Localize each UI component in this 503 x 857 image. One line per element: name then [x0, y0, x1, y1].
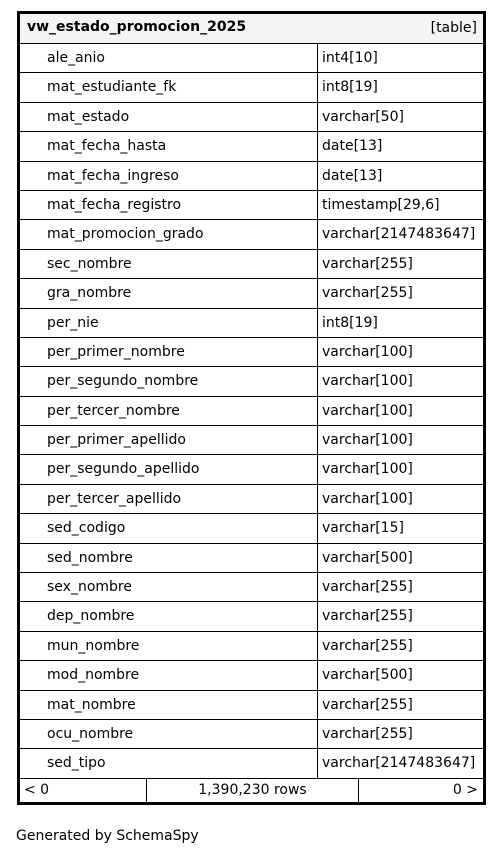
column-name: mat_promocion_grado [20, 220, 318, 248]
column-type: varchar[500] [322, 549, 413, 566]
column-type: varchar[100] [322, 402, 413, 419]
column-type: varchar[100] [322, 490, 413, 507]
column-type: int8[19] [322, 79, 378, 96]
column-row[interactable] [20, 485, 483, 514]
column-row[interactable] [20, 191, 483, 220]
column-name: mat_fecha_hasta [20, 132, 318, 160]
column-name: dep_nombre [20, 602, 318, 630]
column-row[interactable] [20, 720, 483, 749]
child-count: 0 > [452, 781, 478, 798]
column-row[interactable] [20, 250, 483, 279]
column-type: varchar[255] [322, 285, 413, 302]
table-header [20, 14, 483, 44]
column-type: varchar[500] [322, 667, 413, 684]
column-name: mat_estudiante_fk [20, 73, 318, 101]
column-row[interactable] [20, 44, 483, 73]
column-type: date[13] [322, 167, 383, 184]
column-list [20, 44, 483, 779]
column-type: varchar[100] [322, 432, 413, 449]
table-name[interactable]: vw_estado_promocion_2025 [27, 19, 247, 35]
column-type: varchar[2147483647] [322, 226, 476, 243]
column-name: sed_nombre [20, 544, 318, 572]
column-name: mun_nombre [20, 632, 318, 660]
column-row[interactable] [20, 367, 483, 396]
column-type: varchar[100] [322, 343, 413, 360]
column-name: per_segundo_apellido [20, 455, 318, 483]
parent-count: < 0 [20, 779, 147, 802]
column-type: varchar[2147483647] [322, 755, 476, 772]
generated-by-note: Generated by SchemaSpy [16, 828, 199, 844]
column-row[interactable] [20, 691, 483, 720]
column-row[interactable] [20, 661, 483, 690]
column-type: varchar[255] [322, 725, 413, 742]
column-name: per_tercer_apellido [20, 485, 318, 513]
table-footer [20, 779, 483, 802]
column-row[interactable] [20, 426, 483, 455]
column-row[interactable] [20, 573, 483, 602]
column-name: mat_estado [20, 103, 318, 131]
column-type: varchar[100] [322, 461, 413, 478]
column-row[interactable] [20, 749, 483, 778]
row-count: 1,390,230 rows [147, 779, 359, 802]
column-row[interactable] [20, 162, 483, 191]
column-name: sed_tipo [20, 749, 318, 777]
column-row[interactable] [20, 132, 483, 161]
column-type: int4[10] [322, 50, 378, 66]
column-name: per_nie [20, 309, 318, 337]
column-name: per_tercer_nombre [20, 397, 318, 425]
column-name: gra_nombre [20, 279, 318, 307]
column-type: varchar[255] [322, 696, 413, 713]
column-name: per_primer_apellido [20, 426, 318, 454]
column-row[interactable] [20, 338, 483, 367]
column-row[interactable] [20, 632, 483, 661]
column-type: varchar[255] [322, 608, 413, 625]
column-row[interactable] [20, 514, 483, 543]
column-name: mat_fecha_ingreso [20, 162, 318, 190]
column-row[interactable] [20, 602, 483, 631]
column-type: varchar[255] [322, 255, 413, 272]
column-type: timestamp[29,6] [322, 196, 440, 213]
column-type: varchar[255] [322, 579, 413, 596]
column-type: varchar[15] [322, 520, 404, 537]
column-type: varchar[100] [322, 373, 413, 390]
column-type: varchar[50] [322, 108, 404, 125]
column-row[interactable] [20, 544, 483, 573]
column-name: sex_nombre [20, 573, 318, 601]
column-name: mod_nombre [20, 661, 318, 689]
column-name: sec_nombre [20, 250, 318, 278]
column-row[interactable] [20, 220, 483, 249]
column-row[interactable] [20, 309, 483, 338]
column-type: varchar[255] [322, 637, 413, 654]
column-name: mat_fecha_registro [20, 191, 318, 219]
column-name: per_segundo_nombre [20, 367, 318, 395]
column-name: ale_anio [20, 44, 318, 72]
table-kind: [table] [430, 20, 477, 36]
column-row[interactable] [20, 103, 483, 132]
column-name: ocu_nombre [20, 720, 318, 748]
column-name: sed_codigo [20, 514, 318, 542]
column-row[interactable] [20, 279, 483, 308]
table-entity[interactable] [17, 11, 486, 805]
column-name: per_primer_nombre [20, 338, 318, 366]
column-row[interactable] [20, 73, 483, 102]
column-row[interactable] [20, 397, 483, 426]
column-name: mat_nombre [20, 691, 318, 719]
column-type: date[13] [322, 138, 383, 155]
column-type: int8[19] [322, 314, 378, 331]
column-row[interactable] [20, 455, 483, 484]
